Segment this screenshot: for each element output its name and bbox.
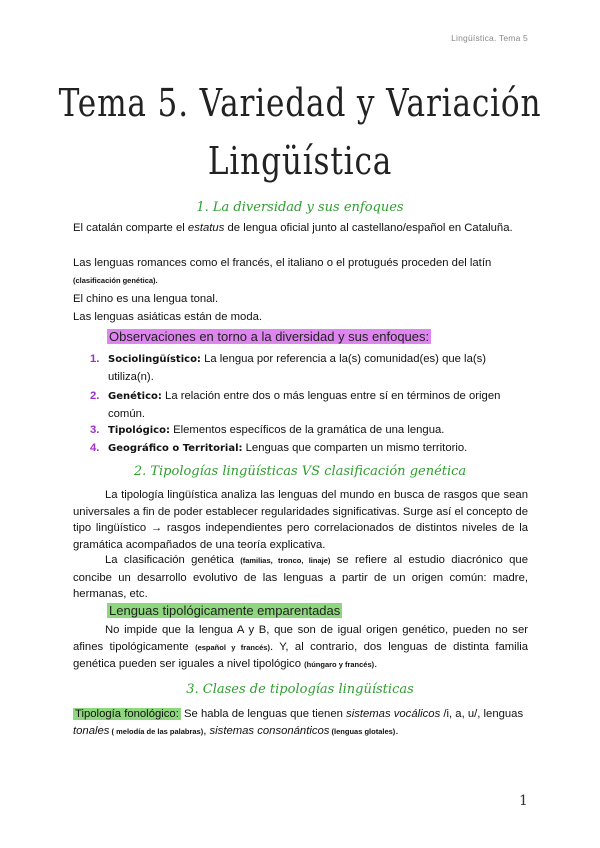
paragraph-chinese: El chino es una lengua tonal.: [73, 293, 219, 305]
paragraph-romance: Las lenguas romances como el francés, el italiano o el protugués proceden del latín (clasificación genética).: [73, 257, 492, 285]
running-header: Lingüística. Tema 5: [451, 33, 528, 43]
paragraph-asian: Las lenguas asiáticas están de moda.: [73, 311, 263, 323]
subheading-emparentadas: Lenguas tipológicamente emparentadas: [109, 603, 341, 618]
page-title-line-1: Tema 5. Variedad y Variación: [58, 81, 542, 125]
list-item: 3. Tipológico: Elementos específicos de la gramática de una lengua.: [90, 424, 445, 436]
tipologia-label: Tipología fonológico:: [75, 708, 179, 720]
paragraph-catalan: El catalán comparte el estatus de lengua oficial junto al castellano/español en Cataluña.: [73, 222, 513, 234]
paragraph-clasificacion: La clasificación genética (familias, tronco, linaje) se refiere al estudio diacrónico que concibe un desarrollo evolutivo de las lenguas a partir de un origen común: madre, hermanas, etc.: [73, 554, 528, 600]
page-title-line-2: Lingüística: [207, 139, 393, 183]
paragraph-tipologia: La tipología lingüística analiza las lenguas del mundo en busca de rasgos que sean universales a fin de poder establecer regularidades significativas. Surge así el concepto de tipo lingüístico → rasgos independientes pero correlacionados de distintos niveles de la gramática acompañados de una teoría explicativa.: [73, 489, 528, 551]
section-3-heading: 3. Clases de tipologías lingüísticas: [186, 682, 414, 697]
list-item: 1. Sociolingüístico: La lengua por referencia a la(s) comunidad(es) que la(s) utiliza(n).: [90, 353, 487, 383]
subheading-observaciones: Observaciones en torno a la diversidad y sus enfoques:: [109, 329, 430, 344]
list-item: 4. Geográfico o Territorial: Lenguas que comparten un mismo territorio.: [90, 442, 468, 454]
section-1-heading: 1. La diversidad y sus enfoques: [196, 200, 404, 215]
paragraph-emparentadas: No impide que la lengua A y B, que son de igual origen genético, pueden no ser afines tipológicamente (español y francés). Y, al contrario, dos lenguas de distinta familia genética pueden ser iguales a nivel tipológico (húngaro y francés).: [73, 624, 528, 670]
list-item: 2. Genético: La relación entre dos o más lenguas entre sí en términos de origen común.: [90, 390, 501, 420]
paragraph-fonologica: Tipología fonológico: Se habla de lenguas que tienen sistemas vocálicos /i, a, u/, lenguas tonales ( melodía de las palabras), sistemas consonánticos (lenguas glotales).: [73, 708, 524, 737]
section-2-heading: 2. Tipologías lingüísticas VS clasificación genética: [133, 464, 467, 479]
page-number: 1: [519, 793, 528, 809]
